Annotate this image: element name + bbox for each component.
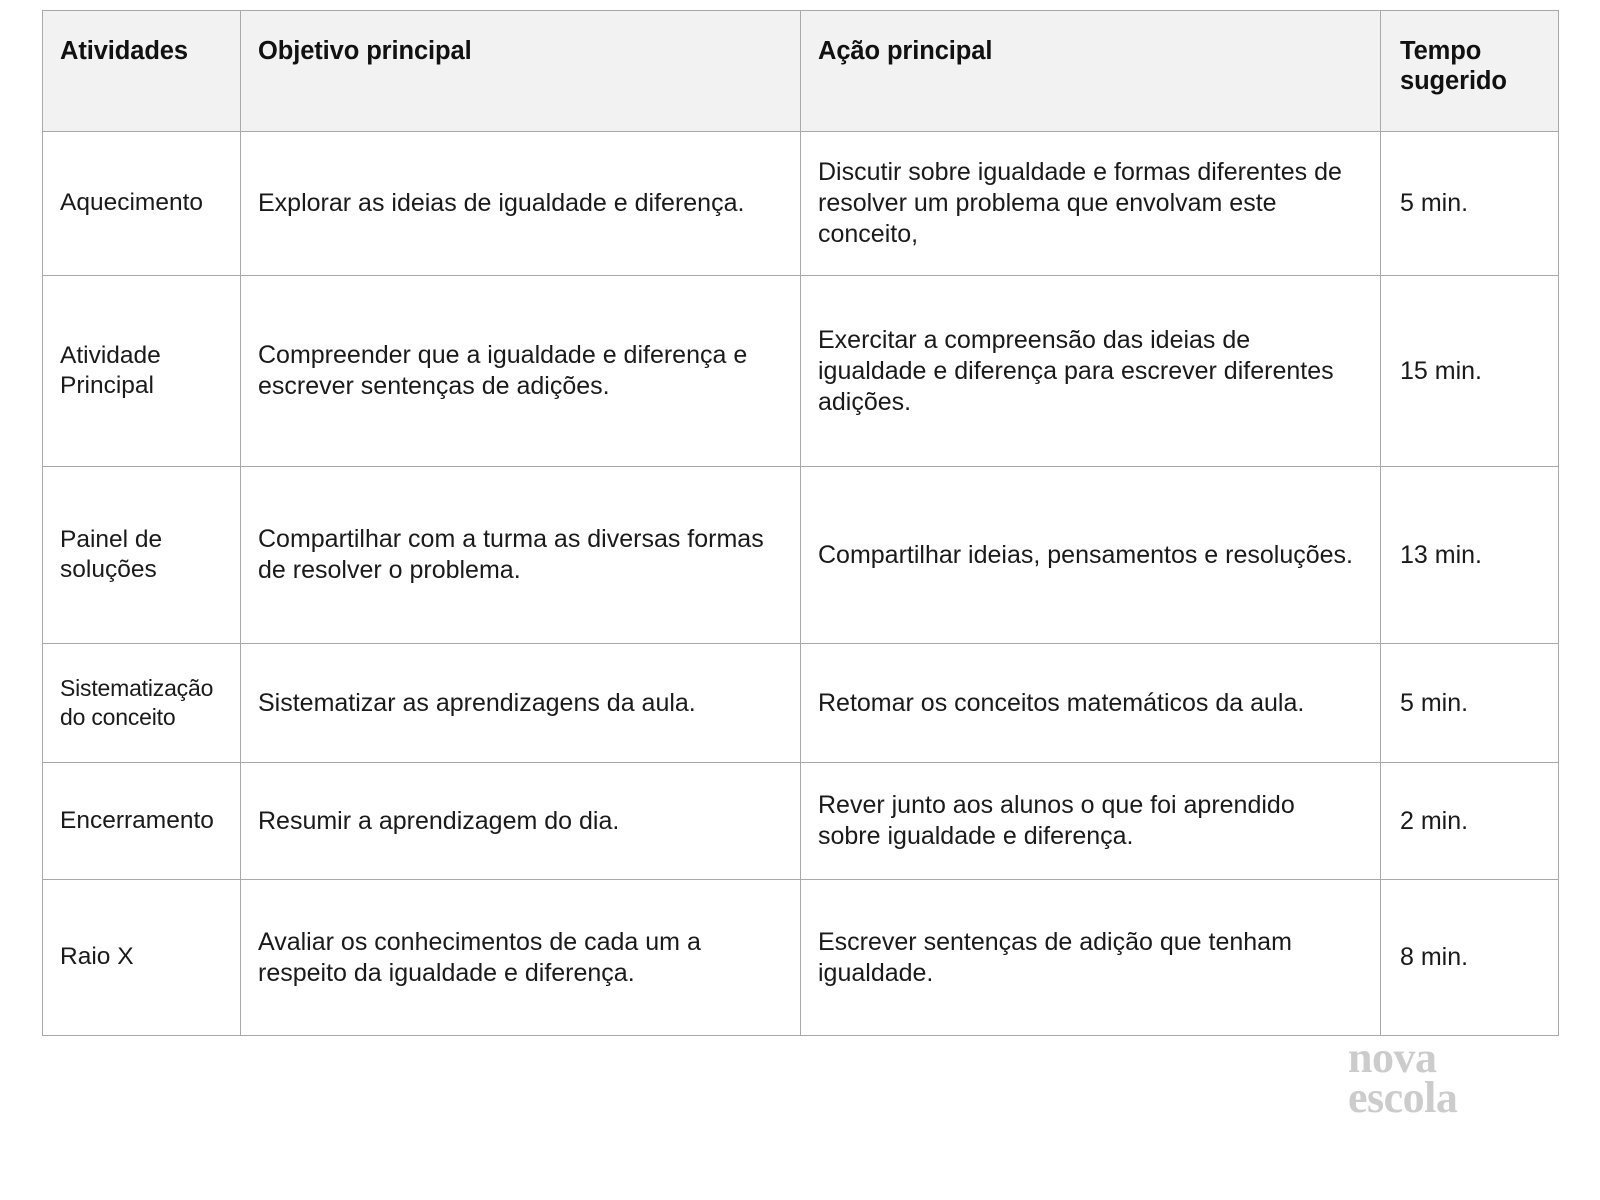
cell-atividade — [43, 467, 241, 644]
nova-escola-logo — [1348, 1033, 1528, 1123]
table-row — [43, 132, 1559, 276]
column-header-objetivo — [241, 11, 801, 132]
cell-acao — [801, 467, 1381, 644]
table-row — [43, 763, 1559, 880]
objective-text: Resumir a aprendizagem do dia. — [258, 806, 620, 835]
table-body — [43, 132, 1559, 1036]
objective-text: Compreender que a igualdade e diferença e escrever sentenças de adições. — [258, 341, 748, 400]
objective-text: Sistematizar as aprendizagens da aula. — [258, 688, 696, 717]
action-text: Escrever sentenças de adição que tenham igualdade. — [818, 927, 1292, 987]
cell-acao — [801, 763, 1381, 880]
column-header-tempo — [1381, 11, 1559, 132]
activity-name: Aquecimento — [60, 189, 204, 217]
objective-text: Compartilhar com a turma as diversas formas de resolver o problema. — [258, 525, 764, 584]
cell-atividade — [43, 763, 241, 880]
time-value: 5 min. — [1400, 688, 1469, 717]
table-header-row — [43, 11, 1559, 132]
activity-name: Painel de soluções — [60, 525, 163, 583]
action-text: Rever junto aos alunos o que foi aprendido sobre igualdade e diferença. — [818, 791, 1295, 850]
activities-table-container — [42, 10, 1558, 1036]
column-header-atividades-label: Atividades — [60, 37, 188, 65]
cell-objetivo — [241, 276, 801, 467]
cell-tempo — [1381, 880, 1559, 1036]
logo-line-escola: escola — [1348, 1073, 1458, 1123]
column-header-tempo-line1: Tempo — [1400, 37, 1482, 65]
cell-atividade — [43, 132, 241, 276]
activity-name: Atividade Principal — [60, 341, 161, 399]
cell-objetivo — [241, 644, 801, 763]
cell-acao — [801, 644, 1381, 763]
cell-atividade — [43, 880, 241, 1036]
table-row — [43, 880, 1559, 1036]
cell-objetivo — [241, 880, 801, 1036]
objective-text: Avaliar os conhecimentos de cada um a respeito da igualdade e diferença. — [258, 927, 701, 987]
time-value: 13 min. — [1400, 540, 1482, 569]
cell-tempo — [1381, 467, 1559, 644]
cell-atividade — [43, 276, 241, 467]
action-text: Exercitar a compreensão das ideias de igualdade e diferença para escrever diferentes adições. — [818, 325, 1334, 416]
action-text: Compartilhar ideias, pensamentos e resoluções. — [818, 540, 1353, 569]
cell-acao — [801, 880, 1381, 1036]
column-header-tempo-label — [1381, 11, 1558, 96]
objective-text: Explorar as ideias de igualdade e diferença. — [258, 189, 745, 217]
activity-name: Raio X — [60, 943, 134, 971]
logo-line-nova: nova — [1348, 1033, 1437, 1082]
activities-table — [42, 10, 1559, 1036]
activity-name: Sistematização do conceito — [60, 675, 214, 730]
time-value: 15 min. — [1400, 356, 1482, 385]
cell-objetivo — [241, 132, 801, 276]
column-header-tempo-line2: sugerido — [1400, 66, 1507, 95]
action-text: Retomar os conceitos matemáticos da aula. — [818, 688, 1305, 717]
column-header-acao — [801, 11, 1381, 132]
cell-tempo — [1381, 763, 1559, 880]
time-value: 5 min. — [1400, 189, 1469, 217]
time-value: 8 min. — [1400, 943, 1469, 971]
table-row — [43, 276, 1559, 467]
column-header-objetivo-label: Objetivo principal — [258, 37, 472, 65]
cell-tempo — [1381, 644, 1559, 763]
action-text: Discutir sobre igualdade e formas diferentes de resolver um problema que envolvam este conceito, — [818, 158, 1342, 248]
cell-acao — [801, 132, 1381, 276]
cell-tempo — [1381, 276, 1559, 467]
cell-acao — [801, 276, 1381, 467]
cell-tempo — [1381, 132, 1559, 276]
cell-objetivo — [241, 763, 801, 880]
column-header-atividades — [43, 11, 241, 132]
activity-name: Encerramento — [60, 806, 214, 834]
cell-objetivo — [241, 467, 801, 644]
table-row — [43, 644, 1559, 763]
time-value: 2 min. — [1400, 806, 1469, 835]
table-row — [43, 467, 1559, 644]
column-header-acao-label: Ação principal — [818, 37, 993, 65]
cell-atividade — [43, 644, 241, 763]
table-header — [43, 11, 1559, 132]
